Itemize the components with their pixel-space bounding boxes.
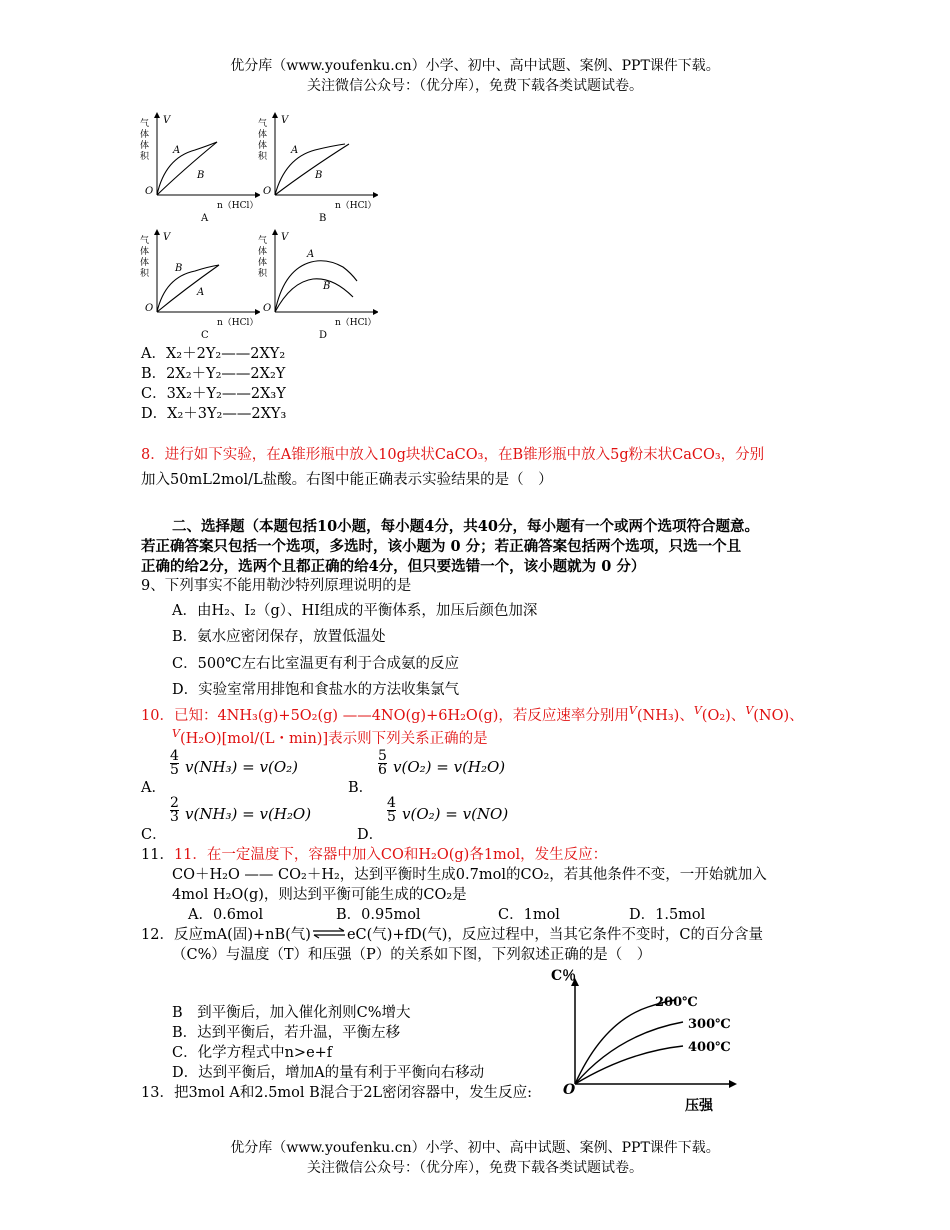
q11-option-b: B．0.95mol — [336, 907, 421, 923]
origin: O — [263, 186, 272, 197]
q7-option-b: B．2X₂＋Y₂——2X₂Y — [141, 366, 286, 382]
y-title-1: 气 — [258, 236, 268, 246]
series-400-label: 400℃ — [688, 1040, 731, 1055]
expression: v(NH₃) = v(H₂O) — [185, 805, 312, 823]
x-axis-label: n（HCl） — [217, 201, 259, 211]
header-line-1: 优分库（www.youfenku.cn）小学、初中、高中试题、案例、PPT课件下载。 — [230, 58, 720, 74]
y-axis-label: V — [163, 115, 171, 126]
y-title-4: 积 — [258, 152, 268, 162]
rate-symbol: V — [745, 704, 754, 718]
denominator: 3 — [170, 809, 179, 825]
header-line-2: 关注微信公众号：（优分库），免费下载各类试题试卷。 — [307, 78, 643, 94]
y-title-3: 体 — [140, 141, 150, 151]
fraction — [170, 797, 179, 824]
q10-no: (NO)、 — [753, 708, 804, 724]
x-axis-label: 压强 — [685, 1098, 713, 1112]
curve-b-label: B — [197, 170, 205, 181]
y-title-1: 气 — [140, 236, 150, 246]
x-axis-label: n（HCl） — [335, 201, 377, 211]
curve-b-label: B — [315, 170, 323, 181]
origin: O — [145, 303, 154, 314]
rate-symbol: V — [172, 727, 180, 741]
panel-label: A — [201, 213, 209, 224]
q12-chart — [543, 962, 743, 1116]
q10-h2o: (H₂O)[mol/(L・min)]表示则下列关系正确的是 — [179, 731, 488, 747]
fraction — [387, 797, 396, 824]
curve-a-label: A — [307, 249, 315, 260]
expression: v(O₂) = v(NO) — [402, 805, 509, 823]
expression: v(NH₃) = v(O₂) — [185, 758, 298, 776]
y-title-4: 积 — [258, 269, 268, 279]
y-title-1: 气 — [258, 119, 268, 129]
q8-line-2: 加入50mL2mol/L盐酸。右图中能正确表示实验结果的是（ ） — [141, 472, 553, 488]
q10-nh3: (NH₃)、 — [636, 708, 694, 724]
q7-option-c: C．3X₂＋Y₂——2X₃Y — [141, 386, 286, 402]
origin: O — [145, 186, 154, 197]
y-title-3: 体 — [258, 258, 268, 268]
curve-a-label: A — [197, 287, 205, 298]
panel-label: B — [319, 213, 327, 224]
curve-a-label: A — [291, 145, 299, 156]
x-axis-label: n（HCl） — [335, 318, 377, 328]
graph-panel-a — [135, 110, 260, 229]
curve-b-label: B — [323, 281, 331, 292]
origin: O — [263, 303, 272, 314]
y-title-1: 气 — [140, 119, 150, 129]
fraction — [170, 750, 179, 777]
curve-a-label: A — [173, 145, 181, 156]
rate-symbol: V — [693, 704, 702, 718]
y-title-2: 体 — [258, 130, 268, 140]
q9-option-b: B．氨水应密闭保存，放置低温处 — [172, 629, 386, 645]
curve-b-label: B — [175, 263, 183, 274]
numerator: 4 — [170, 748, 179, 764]
y-axis-label: V — [281, 232, 289, 243]
q11-line-2: CO＋H₂O —— CO₂＋H₂，达到平衡时生成0.7mol的CO₂，若其他条件不变，一开始就加入 — [172, 867, 767, 883]
graph-panel-b — [253, 110, 378, 229]
denominator: 5 — [170, 762, 179, 778]
q7-option-d: D．X₂＋3Y₂——2XY₃ — [141, 406, 287, 422]
q12-line-2: （C%）与温度（T）和压强（P）的关系如下图，下列叙述正确的是（ ） — [172, 947, 652, 963]
graph-panel-d — [253, 227, 378, 346]
q10-line-1 — [141, 704, 804, 725]
section2-line-1: 二、选择题（本题包括10小题，每小题4分，共40分，每小题有一个或两个选项符合题意。 — [172, 518, 759, 535]
q12-line-1 — [141, 923, 763, 944]
section2-line-3: 正确的给2分，选两个且都正确的给4分，但只要选错一个，该小题就为 0 分） — [141, 558, 646, 575]
q11-option-c: C．1mol — [498, 907, 560, 923]
numerator: 5 — [378, 748, 387, 764]
option-label: D． — [357, 827, 384, 843]
rate-symbol: V — [628, 704, 637, 718]
panel-label: C — [201, 330, 209, 341]
option-label: B． — [348, 780, 374, 796]
numerator: 2 — [170, 795, 179, 811]
q12-option-1: B 到平衡后，加入催化剂则C%增大 — [172, 1005, 411, 1021]
series-200-label: 200℃ — [655, 995, 698, 1010]
x-axis-label: n（HCl） — [217, 318, 259, 328]
q10-o2: (O₂)、 — [701, 708, 746, 724]
q11-line-1 — [141, 843, 607, 864]
y-title-2: 体 — [140, 130, 150, 140]
option-label: C． — [141, 827, 167, 843]
q11-line-3: 4mol H₂O(g)，则达到平衡可能生成的CO₂是 — [172, 887, 467, 903]
equilibrium-arrow-icon — [312, 927, 346, 943]
q10-equation: 10．已知：4NH₃(g)+5O₂(g) ——4NO(g)+6H₂O(g)，若反应速率分别用 — [141, 708, 629, 724]
q11-number: 11． — [141, 847, 174, 863]
q12-option-3: C．化学方程式中n>e+f — [172, 1045, 333, 1061]
y-axis-label: V — [163, 232, 171, 243]
q12-reactants: 12．反应mA(固)+nB(气) — [141, 927, 311, 943]
footer-line-2: 关注微信公众号：（优分库），免费下载各类试题试卷。 — [307, 1160, 643, 1176]
fraction — [378, 750, 387, 777]
q12-option-2: B．达到平衡后，若升温，平衡左移 — [172, 1025, 401, 1041]
series-400-curve — [575, 1046, 683, 1084]
q11-stem: 11．在一定温度下，容器中加入CO和H₂O(g)各1mol，发生反应： — [173, 847, 608, 863]
numerator: 4 — [387, 795, 396, 811]
q10-line-2 — [172, 727, 488, 748]
q7-option-a: A．X₂＋2Y₂——2XY₂ — [141, 346, 286, 362]
section2-line-2: 若正确答案只包括一个选项，多选时，该小题为 0 分；若正确答案包括两个选项，只选一个且 — [141, 538, 742, 555]
q8-line-1: 8．进行如下实验，在A锥形瓶中放入10g块状CaCO₃，在B锥形瓶中放入5g粉末状CaCO₃，分别 — [141, 447, 765, 463]
q13-line-1: 13．把3mol A和2.5mol B混合于2L密闭容器中，发生反应: — [141, 1085, 533, 1101]
y-title-4: 积 — [140, 269, 150, 279]
q12-products: eC(气)+fD(气)，反应过程中，当其它条件不变时，C的百分含量 — [346, 927, 763, 943]
denominator: 5 — [387, 809, 396, 825]
expression: v(O₂) = v(H₂O) — [393, 758, 506, 776]
denominator: 6 — [378, 762, 387, 778]
y-title-2: 体 — [140, 247, 150, 257]
footer-line-1: 优分库（www.youfenku.cn）小学、初中、高中试题、案例、PPT课件下载。 — [230, 1140, 720, 1156]
q12-option-4: D．达到平衡后，增加A的量有利于平衡向右移动 — [172, 1065, 485, 1081]
origin: O — [563, 1082, 576, 1098]
q11-option-d: D．1.5mol — [629, 907, 706, 923]
option-label: A． — [141, 780, 166, 796]
y-title-4: 积 — [140, 152, 150, 162]
series-300-label: 300℃ — [688, 1017, 731, 1032]
q9-stem: 9、下列事实不能用勒沙特列原理说明的是 — [141, 578, 412, 594]
y-axis-label: V — [281, 115, 289, 126]
panel-label: D — [319, 330, 328, 341]
y-title-3: 体 — [140, 258, 150, 268]
q9-option-c: C．500℃左右比室温更有利于合成氨的反应 — [172, 656, 459, 672]
graph-panel-c — [135, 227, 260, 346]
y-title-2: 体 — [258, 247, 268, 257]
q9-option-d: D．实验室常用排饱和食盐水的方法收集氯气 — [172, 682, 460, 698]
q11-option-a: A．0.6mol — [188, 907, 264, 923]
y-axis-label: C％ — [551, 968, 577, 984]
y-title-3: 体 — [258, 141, 268, 151]
q9-option-a: A．由H₂、I₂（g）、HI组成的平衡体系，加压后颜色加深 — [172, 603, 538, 619]
